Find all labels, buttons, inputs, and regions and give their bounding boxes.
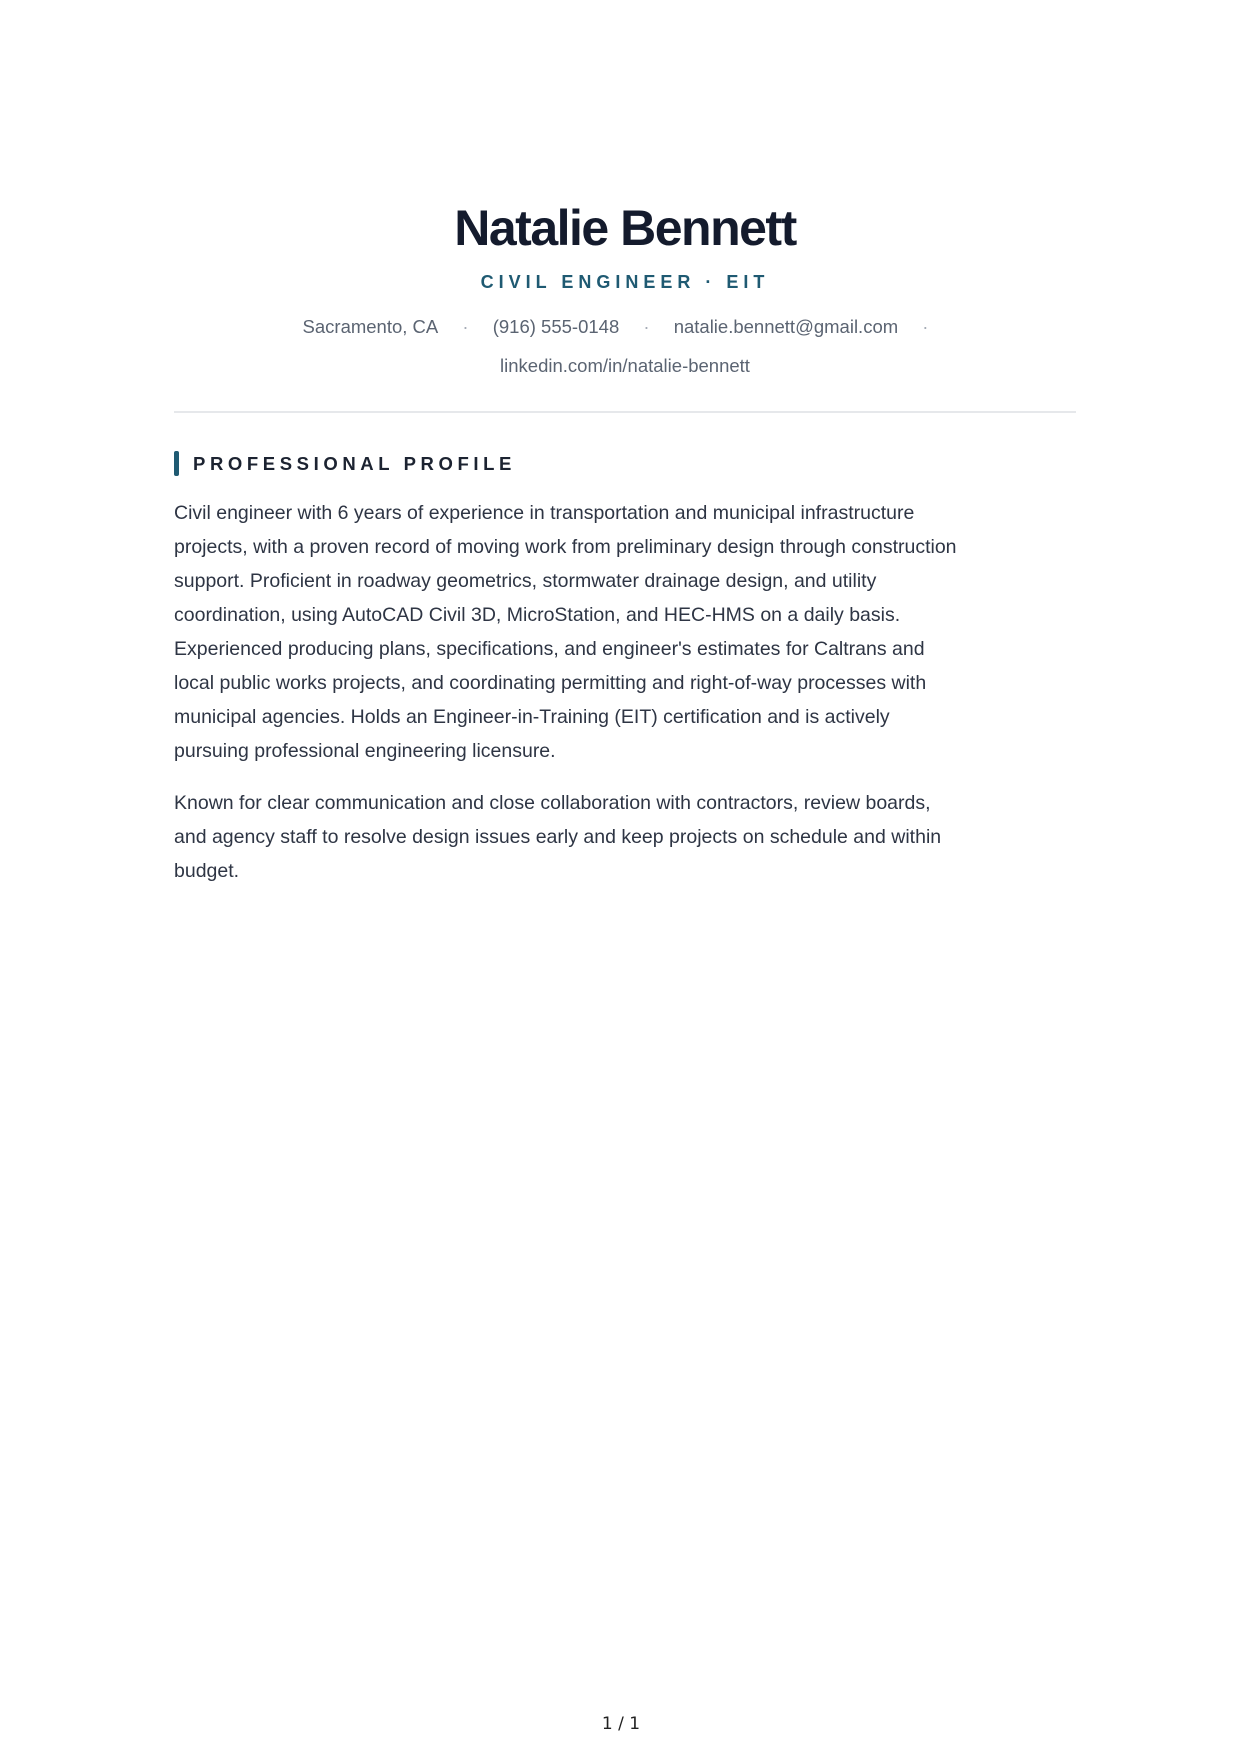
- page-number: 1 / 1: [601, 1714, 641, 1734]
- resume-header: [174, 196, 1076, 379]
- profile-paragraph: Civil engineer with 6 years of experience in transportation and municipal infrastructure projects, with a proven record of moving work from preliminary design through construction support. Proficient in roadway geometrics, stormwater drainage design, and utility coordination, using AutoCAD Civil 3D, MicroStation, and HEC-HMS on a daily basis. Experienced producing plans, specifications, and engineer's estimates for Caltrans and local public works projects, and coordinating permitting and right-of-way processes with municipal agencies. Holds an Engineer-in-Training (EIT) certification and is actively pursuing professional engineering licensure.: [174, 502, 957, 762]
- linkedin-link[interactable]: linkedin.com/in/natalie-bennett: [500, 355, 750, 376]
- section-title: PROFESSIONAL PROFILE: [193, 452, 516, 474]
- header-divider: [174, 411, 1076, 413]
- contact-line: [174, 314, 1076, 340]
- phone-text: (916) 555-0148: [492, 316, 620, 337]
- section-accent-bar: [174, 451, 179, 476]
- profile-paragraph: Known for clear communication and close collaboration with contractors, review boards, and agency staff to resolve design issues early and keep projects on schedule and within budget.: [174, 792, 942, 882]
- email-link[interactable]: natalie.bennett@gmail.com: [673, 316, 899, 337]
- job-title: CIVIL ENGINEER · EIT: [480, 272, 770, 292]
- resume-page: [174, 196, 1076, 888]
- candidate-name: Natalie Bennett: [454, 200, 796, 256]
- location-text: Sacramento, CA: [302, 316, 439, 337]
- contact-separator: ·: [462, 316, 469, 337]
- contact-separator: ·: [643, 316, 650, 337]
- section-heading: [174, 451, 1076, 476]
- contact-separator: ·: [922, 316, 929, 337]
- profile-section: [174, 451, 1076, 888]
- contact-line-2: [174, 353, 1076, 379]
